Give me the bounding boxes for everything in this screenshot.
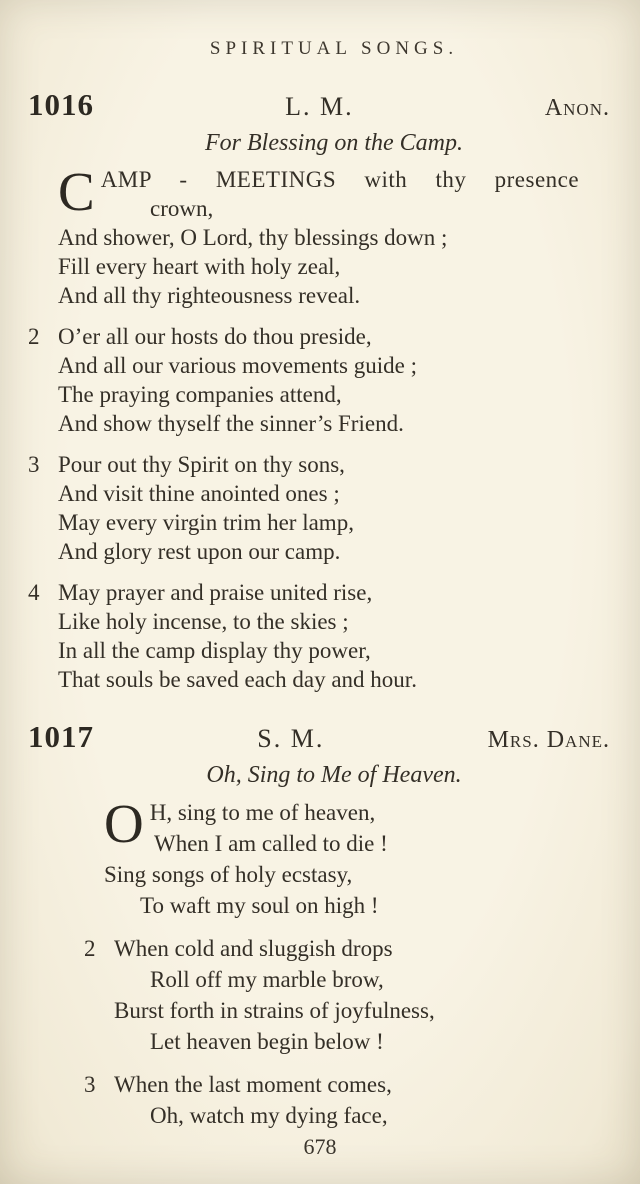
verse-number: 2 (84, 936, 96, 961)
drop-cap: O (104, 793, 144, 854)
verse-3 (28, 450, 610, 566)
verse-line: Fill every heart with holy zeal, (58, 254, 341, 279)
verse-line: H, sing to me of heaven, (149, 800, 376, 825)
verse-line: When the last moment comes, (114, 1072, 392, 1097)
page-number: 678 (303, 1134, 337, 1159)
verse-line: O’er all our hosts do thou preside, (58, 324, 372, 349)
hymn-1016-header (28, 86, 610, 127)
verse-line: And glory rest upon our camp. (58, 539, 341, 564)
hymn-author: Anon. (544, 95, 610, 121)
verse-line: That souls be saved each day and hour. (58, 667, 417, 692)
verse-line: Burst forth in strains of joyfulness, (114, 998, 435, 1023)
hymn-1017 (28, 718, 610, 1131)
verse-line: And visit thine anointed ones ; (58, 481, 340, 506)
hymn-title: For Blessing on the Camp. (205, 130, 463, 156)
verse-line: Sing songs of holy ecstasy, (104, 862, 353, 887)
verse-line: May every virgin trim her lamp, (58, 510, 354, 535)
hymn-1017-header (28, 718, 610, 759)
verse-number: 4 (28, 580, 40, 605)
verse-number: 3 (84, 1072, 96, 1097)
verse-line: When cold and sluggish drops (114, 936, 393, 961)
verse-line: Like holy incense, to the skies ; (58, 609, 349, 634)
verse-line: To waft my soul on high ! (140, 893, 379, 918)
verse-number: 2 (28, 324, 40, 349)
verse-line: crown, (150, 196, 214, 221)
hymn-number: 1016 (28, 87, 94, 122)
verse-line: And shower, O Lord, thy blessings down ; (58, 225, 448, 250)
hymn-author: Mrs. Dane. (487, 727, 610, 753)
running-header: SPIRITUAL SONGS. (209, 38, 459, 59)
verse-line: And show thyself the sinner’s Friend. (58, 411, 404, 436)
hymn-1016 (28, 86, 610, 694)
verse-line: AMP - MEETINGS with thy presence (100, 167, 580, 192)
verse-line: Roll off my marble brow, (150, 967, 384, 992)
verse-2 (84, 933, 610, 1057)
verse-3 (84, 1069, 610, 1131)
verse-line: And all our various movements guide ; (58, 353, 417, 378)
verse-2 (28, 322, 610, 438)
verse-line: Let heaven begin below ! (150, 1029, 384, 1054)
verse-line: The praying companies attend, (58, 382, 342, 407)
drop-cap: C (58, 161, 95, 222)
verse-1 (58, 161, 610, 310)
hymn-meter: L. M. (285, 92, 354, 121)
hymn-title: Oh, Sing to Me of Heaven. (206, 762, 462, 788)
verse-line: May prayer and praise united rise, (58, 580, 373, 605)
verse-number: 3 (28, 452, 40, 477)
verse-line: When I am called to die ! (154, 831, 388, 856)
verse-line: And all thy righteousness reveal. (58, 283, 361, 308)
verse-1 (104, 793, 610, 921)
hymn-meter: S. M. (257, 724, 325, 753)
verse-line: Oh, watch my dying face, (150, 1103, 388, 1128)
verse-line: In all the camp display thy power, (58, 638, 371, 663)
hymn-number: 1017 (28, 719, 94, 754)
verse-4 (28, 578, 610, 694)
verse-line: Pour out thy Spirit on thy sons, (58, 452, 345, 477)
